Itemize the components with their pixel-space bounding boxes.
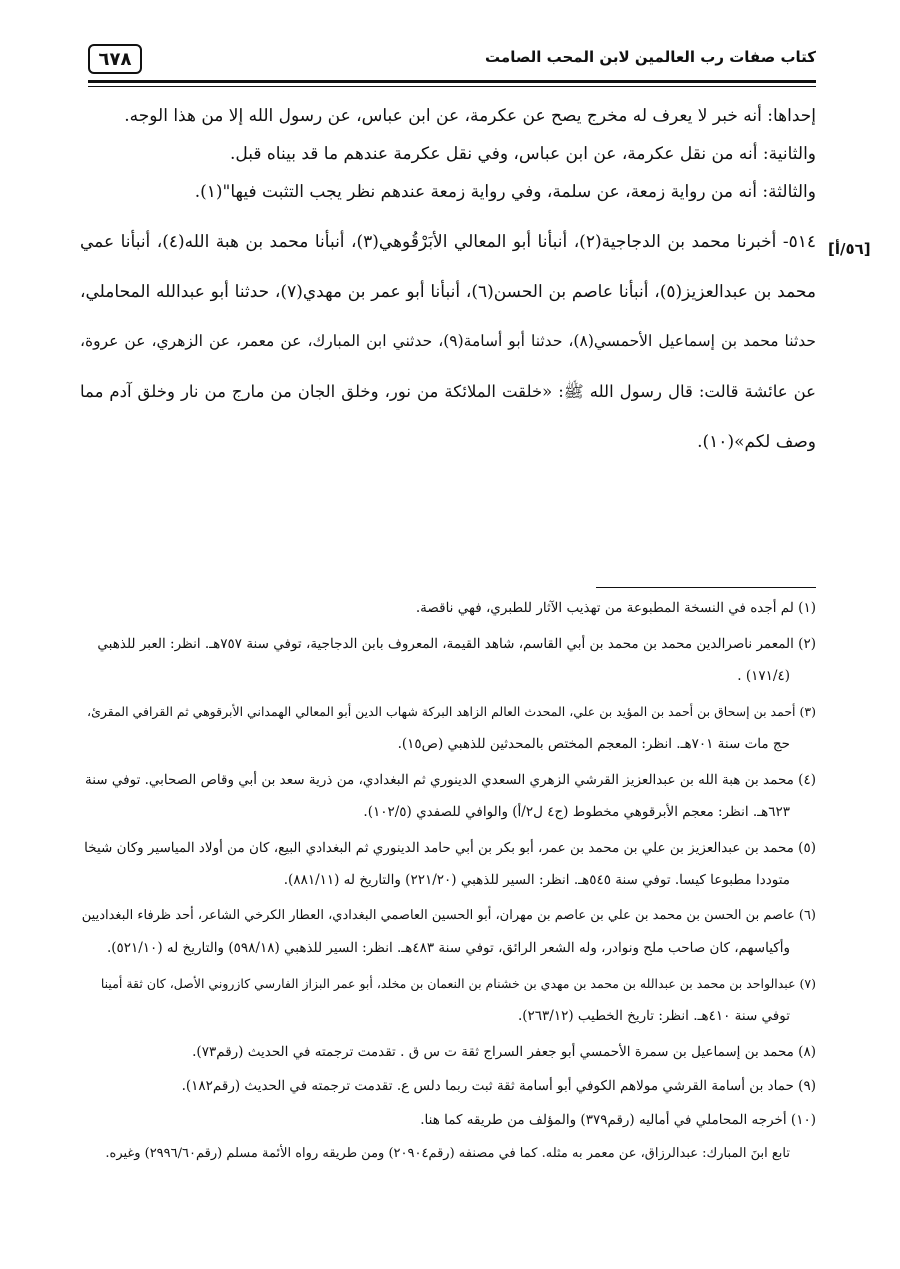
hadith-line-2: محمد بن عبدالعزيز(٥)، أنبأنا عاصم بن الحسن(٦)، أنبأنا أبو عمر بن مهدي(٧)، حدثنا أبو عبدالله المحاملي، — [80, 282, 816, 302]
footnote-line: (٨) محمد بن إسماعيل بن سمرة الأحمسي أبو جعفر السراج ثقة ت س ق . تقدمت ترجمته في الحديث (رقم٧٣). — [192, 1044, 816, 1060]
footnote-line: تابع ابنَ المبارك: عبدالرزاق، عن معمر به مثله. كما في مصنفه (رقم٢٠٩٠٤) ومن طريقه رواه الأئمة مسلم (رقم٢٩٩٦/٦٠) وغيره. — [105, 1146, 790, 1161]
footnote-line: متوددا مطبوعا كيسا. توفي سنة ٥٤٥هـ. انظر: السير للذهبي (٢٢١/٢٠) والتاريخ له (٨٨١/١١). — [283, 872, 790, 888]
footnote-line: (٦) عاصم بن الحسن بن محمد بن علي بن عاصم بن مهران، أبو الحسين العاصمي البغدادي، العطار الكرخي الشاعر، أحد ظرفاء البغداديين — [81, 908, 816, 923]
hadith-line-5: وصف لكم»(١٠). — [697, 432, 816, 452]
hadith-line-1: ٥١٤- أخبرنا محمد بن الدجاجية(٢)، أنبأنا أبو المعالي الأبَرْقُوهي(٣)، أنبأنا محمد بن هبة الله(٤)، أنبأنا عمي — [80, 232, 817, 252]
footnote-line: (٢) المعمر ناصرالدين محمد بن محمد بن أبي القاسم، شاهد القيمة، المعروف بابن الدجاجية، توفي سنة ٧٥٧هـ. انظر: العبر للذهبي — [97, 636, 816, 652]
main-line-1: إحداها: أنه خبر لا يعرف له مخرج يصح عن عكرمة، عن ابن عباس، عن رسول الله إلا من هذا الوجه. — [124, 106, 816, 126]
footnote-line: (٥) محمد بن عبدالعزيز بن علي بن محمد بن عمر، أبو بكر بن أبي حامد الدينوري ثم البغدادي البيع، كان من أولاد المياسير وكان شيخا — [84, 840, 816, 856]
hadith-line-4: عن عائشة قالت: قال رسول الله ﷺ: «خلقت الملائكة من نور، وخلق الجان من مارج من نار وخلق آدم مما — [80, 382, 816, 401]
main-line-2: والثانية: أنه من نقل عكرمة، عن ابن عباس، وفي نقل عكرمة عندهم ما قد بيناه قبل. — [229, 144, 816, 164]
footnote-line: (٤) محمد بن هبة الله بن عبدالعزيز القرشي الزهري السعدي الدينوري ثم البغدادي، من ذرية سعد بن أبي وقاص الصحابي. توفي سنة — [84, 772, 816, 788]
footnote-line: حج مات سنة ٧٠١هـ. انظر: المعجم المختص بالمحدثين للذهبي (ص١٥). — [397, 736, 790, 752]
hadith-line-3: حدثنا محمد بن إسماعيل الأحمسي(٨)، حدثنا أبو أسامة(٩)، حدثني ابن المبارك، عن معمر، عن الزهري، عن عروة، — [80, 332, 816, 350]
footnote-line: ٦٢٣هـ. انظر: معجم الأبرقوهي مخطوط (ج٤ ل٢/أ) والوافي للصفدي (١٠٢/٥). — [363, 804, 790, 820]
footnote-separator — [596, 587, 816, 588]
header-rule — [88, 80, 816, 83]
footnote-line: توفي سنة ٤١٠هـ. انظر: تاريخ الخطيب (٢٦٣/١٢). — [517, 1008, 790, 1024]
header-rule-thin — [88, 86, 816, 87]
footnote-line: (١٠) أخرجه المحاملي في أماليه (رقم٣٧٩) والمؤلف من طريقه كما هنا. — [420, 1112, 816, 1128]
page-number: ٦٧٨ — [88, 44, 142, 74]
footnote-line: (٣) أحمد بن إسحاق بن أحمد بن المؤيد بن علي، المحدث العالم الزاهد البركة شهاب الدين أبو المعالي الهمداني الأبرقوهي ثم القرافي المقرئ، — [87, 704, 816, 719]
main-line-3: والثالثة: أنه من رواية زمعة، عن سلمة، وفي رواية زمعة عندهم نظر يجب التثبت فيها"(١). — [194, 182, 816, 202]
footnote-line: (١٧١/٤) . — [737, 668, 790, 684]
manuscript-folio-note: [٥٦/أ] — [828, 240, 871, 258]
page-header — [88, 44, 816, 80]
book-title: كتاب صفات رب العالمين لابن المحب الصامت — [485, 48, 816, 66]
footnote-line: وأكياسهم، كان صاحب ملح ونوادر، وله الشعر الرائق، توفي سنة ٤٨٣هـ. انظر: السير للذهبي (٥٩٨/١٨) والتاريخ له (٥٢١/١٠). — [106, 940, 790, 956]
footnote-line: (١) لم أجده في النسخة المطبوعة من تهذيب الآثار للطبري، فهي ناقصة. — [415, 600, 816, 616]
footnote-line: (٩) حماد بن أسامة القرشي مولاهم الكوفي أبو أسامة ثقة ثبت ربما دلس ع. تقدمت ترجمته في الحديث (رقم١٨٢). — [181, 1078, 816, 1094]
footnote-line: (٧) عبدالواحد بن محمد بن عبدالله بن محمد بن مهدي بن خشنام بن النعمان بن مخلد، أبو عمر البزاز الفارسي كازروني الأصل، كان ثقة أمينا — [100, 976, 816, 991]
